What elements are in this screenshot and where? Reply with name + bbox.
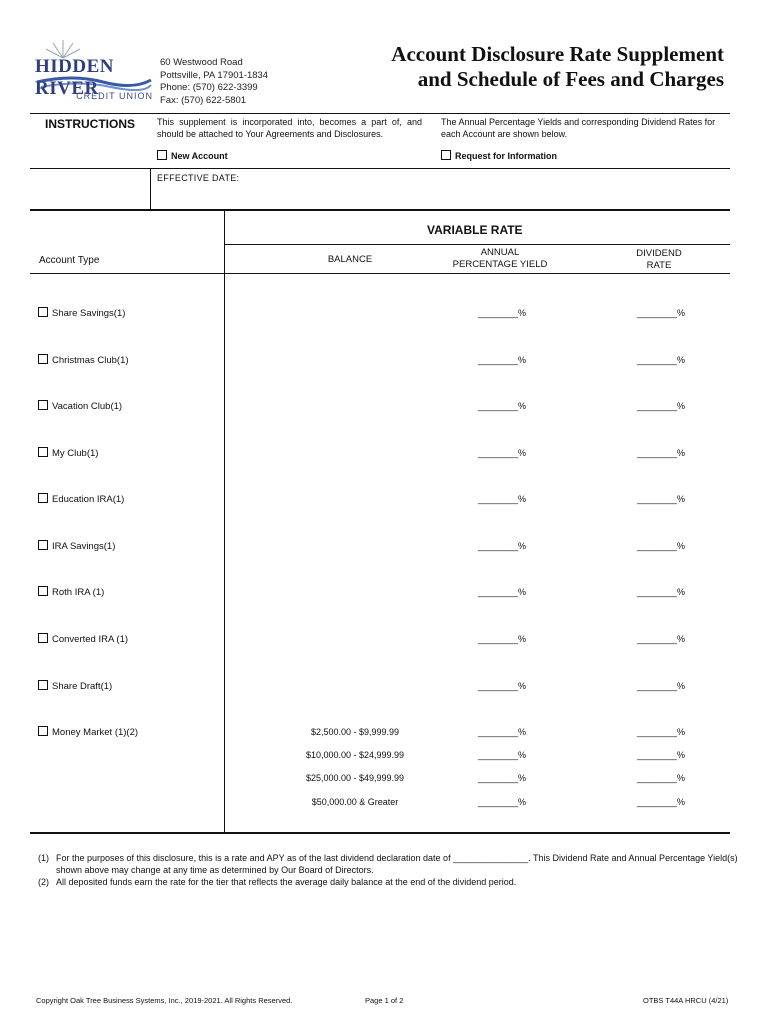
checkbox-icon[interactable] [38,354,48,364]
dividend-blank[interactable]: ________% [637,448,686,458]
col-dividend-line-2: RATE [646,259,672,271]
copyright-notice: Copyright Oak Tree Business Systems, Inc., 2019-2021. All Rights Reserved. [36,996,293,1005]
request-info-label: Request for Information [455,151,558,161]
checkbox-icon[interactable] [38,307,48,317]
address-street: 60 Westwood Road [160,57,243,68]
col-dividend [619,248,699,271]
balance-tier: $50,000.00 & Greater [311,797,399,807]
apy-blank[interactable]: ________% [478,727,527,737]
effective-date-label: EFFECTIVE DATE: [157,173,240,183]
address-city: Pottsville, PA 17901-1834 [160,69,269,81]
footnote-1 [38,852,738,876]
apy-blank[interactable]: ________% [478,355,527,365]
variable-rate-title: VARIABLE RATE [427,223,523,237]
checkbox-icon[interactable] [441,150,451,160]
col-dividend-line-1: DIVIDEND [636,248,682,259]
apy-blank[interactable]: ________% [478,681,527,691]
col-account-type: Account Type [39,255,100,266]
dividend-blank[interactable]: ________% [637,750,686,760]
apy-blank[interactable]: ________% [478,541,527,551]
divider-effective [30,168,730,169]
address-fax: Fax: (570) 622-5801 [160,94,247,106]
dividend-blank[interactable]: ________% [637,587,686,597]
account-row-ira-savings[interactable] [38,540,115,552]
document-title [391,42,724,92]
account-row-education-ira[interactable] [38,493,124,505]
page-number: Page 1 of 2 [365,996,404,1005]
instructions-left-text: This supplement is incorporated into, becomes a part of, and should be attached to Your Agreements and Disclosures. [157,117,422,139]
col-apy [430,247,570,270]
apy-blank[interactable]: ________% [478,797,527,807]
apy-blank[interactable]: ________% [478,401,527,411]
footnotes [38,852,738,888]
apy-blank[interactable]: ________% [478,308,527,318]
dividend-blank[interactable]: ________% [637,773,686,783]
balance-tier: $2,500.00 - $9,999.99 [310,727,400,737]
account-label: Roth IRA (1) [52,587,105,598]
account-row-share-savings[interactable] [38,307,125,319]
account-label: Converted IRA (1) [52,634,129,645]
account-label: Share Savings(1) [52,308,126,319]
account-row-my-club[interactable] [38,447,98,459]
account-row-roth-ira[interactable] [38,586,104,598]
checkbox-icon[interactable] [38,586,48,596]
apy-blank[interactable]: ________% [478,587,527,597]
dividend-blank[interactable]: ________% [637,727,686,737]
new-account-label: New Account [171,151,228,161]
account-label: Education IRA(1) [52,494,125,505]
logo-subtitle: CREDIT UNION [76,91,153,101]
checkbox-icon[interactable] [38,680,48,690]
logo-wordmark: HIDDEN RIVER [35,56,115,99]
account-label: Christmas Club(1) [52,355,129,366]
table-bottom [30,832,730,834]
checkbox-icon[interactable] [38,726,48,736]
address-phone: Phone: (570) 622-3399 [160,82,258,93]
divider-effective-vertical [150,168,151,210]
col-apy-line-1: ANNUAL [480,247,520,258]
form-id: OTBS T44A HRCU (4/21) [643,996,729,1005]
dividend-blank[interactable]: ________% [637,634,686,644]
dividend-blank[interactable]: ________% [637,797,686,807]
apy-blank[interactable]: ________% [478,750,527,760]
instructions-right-text: The Annual Percentage Yields and corresponding Dividend Rates for each Account are shown below. [441,117,716,139]
dividend-blank[interactable]: ________% [637,355,686,365]
col-apy-line-2: PERCENTAGE YIELD [452,258,548,270]
checkbox-icon[interactable] [38,633,48,643]
footnote-text: All deposited funds earn the rate for the tier that reflects the average daily balance at the end of the dividend period. [56,877,517,887]
account-row-vacation-club[interactable] [38,400,122,412]
dividend-blank[interactable]: ________% [637,541,686,551]
account-label: My Club(1) [52,448,99,459]
request-info-checkbox[interactable] [441,150,557,161]
apy-blank[interactable]: ________% [478,773,527,783]
address-block [160,57,268,107]
dividend-blank[interactable]: ________% [637,681,686,691]
apy-blank[interactable]: ________% [478,634,527,644]
footnote-text: For the purposes of this disclosure, this is a rate and APY as of the last dividend declaration date of _______________. This Dividend Rate and Annual Percentage Yield(s) shown above may change at any time as determined by Our Board of Directors. [56,853,738,875]
account-row-money-market[interactable] [38,726,138,738]
table-header-divider [30,273,730,274]
account-label: Share Draft(1) [52,681,113,692]
account-row-christmas-club[interactable] [38,354,129,366]
instructions-label: INSTRUCTIONS [45,117,135,131]
dividend-blank[interactable]: ________% [637,401,686,411]
account-row-converted-ira[interactable] [38,633,128,645]
balance-tier: $25,000.00 - $49,999.99 [305,773,405,783]
account-row-share-draft[interactable] [38,680,112,692]
footnote-2 [38,876,738,888]
balance-tier: $10,000.00 - $24,999.99 [305,750,405,760]
apy-blank[interactable]: ________% [478,448,527,458]
account-label: Money Market (1)(2) [52,727,139,738]
col-balance: BALANCE [327,254,373,265]
account-label: IRA Savings(1) [52,541,116,552]
table-vertical-divider [224,210,225,833]
title-line-1: Account Disclosure Rate Supplement [391,42,724,66]
checkbox-icon[interactable] [38,540,48,550]
dividend-blank[interactable]: ________% [637,308,686,318]
divider-table-top [30,209,730,211]
credit-union-logo [33,38,153,104]
checkbox-icon[interactable] [38,447,48,457]
footnote-number: (1) [38,853,49,863]
divider-top [30,113,730,114]
apy-blank[interactable]: ________% [478,494,527,504]
footnote-number: (2) [38,877,49,887]
title-line-2: and Schedule of Fees and Charges [417,67,724,91]
new-account-checkbox[interactable] [157,150,228,161]
checkbox-icon[interactable] [38,400,48,410]
account-label: Vacation Club(1) [52,401,123,412]
variable-rate-underline [224,244,730,245]
checkbox-icon[interactable] [157,150,167,160]
dividend-blank[interactable]: ________% [637,494,686,504]
checkbox-icon[interactable] [38,493,48,503]
